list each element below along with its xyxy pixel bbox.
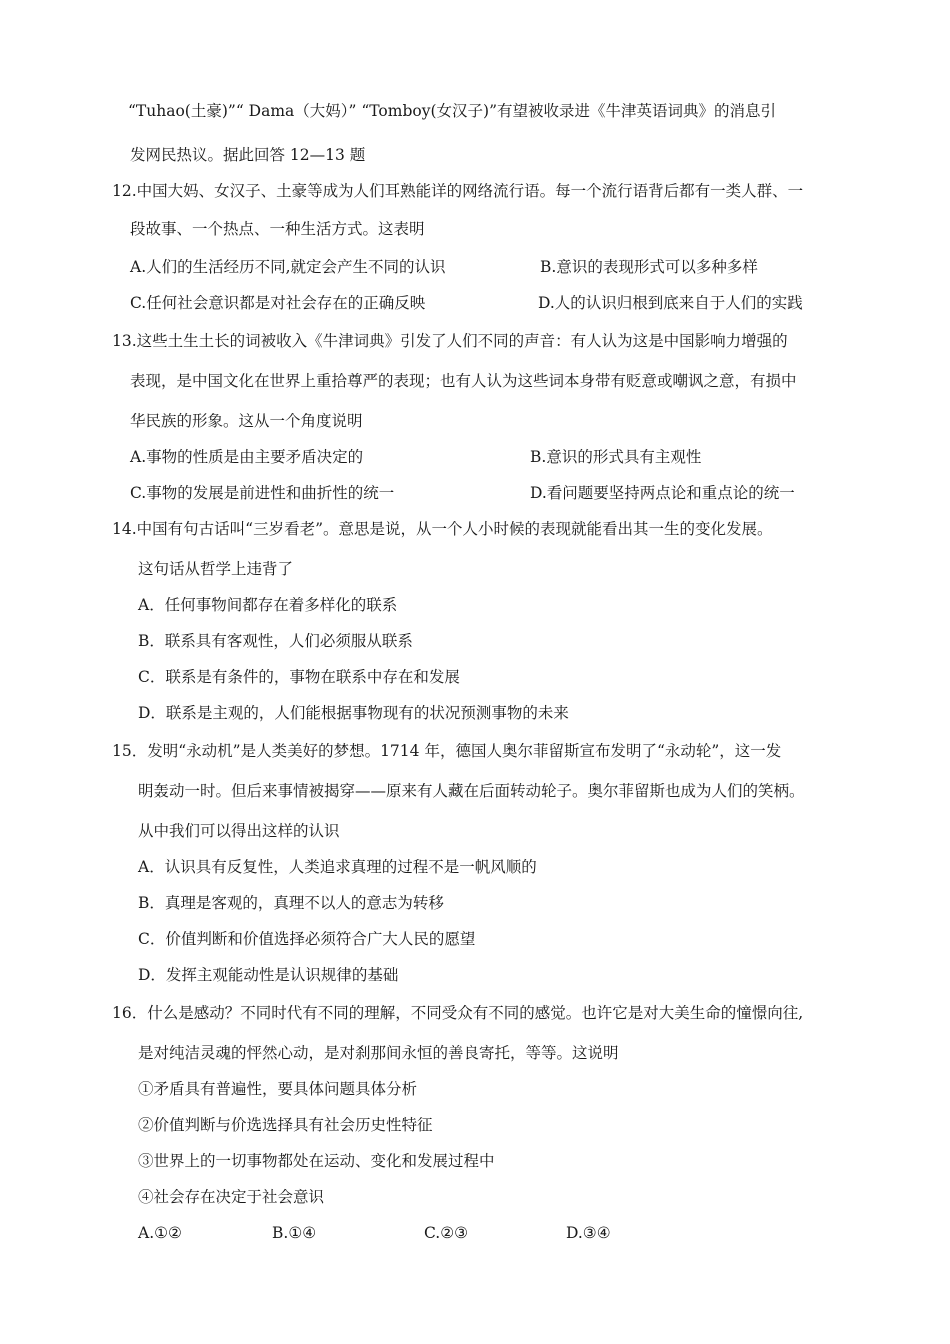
q14-stem-line-2: 这句话从哲学上违背了 [138, 560, 294, 578]
q15-option-a[interactable]: A．认识具有反复性，人类追求真理的过程不是一帆风顺的 [138, 858, 537, 876]
intro-line-2: 发网民热议。据此回答 12—13 题 [130, 146, 366, 164]
q12-stem-line-2: 段故事、一个热点、一种生活方式。这表明 [130, 220, 425, 238]
q14-option-b[interactable]: B．联系具有客观性，人们必须服从联系 [138, 632, 413, 650]
q16-option-a[interactable]: A.①② [138, 1224, 182, 1242]
q15-stem-line-2: 明轰动一时。但后来事情被揭穿——原来有人藏在后面转动轮子。奥尔菲留斯也成为人们的笑柄。 [138, 782, 805, 800]
q16-statement-1: ①矛盾具有普遍性，要具体问题具体分析 [138, 1080, 418, 1098]
q14-stem-line-1: 14.中国有句古话叫“三岁看老”。意思是说，从一个人小时候的表现就能看出其一生的变化发展。 [112, 520, 773, 538]
q12-option-c[interactable]: C.任何社会意识都是对社会存在的正确反映 [130, 294, 426, 312]
q13-option-c[interactable]: C.事物的发展是前进性和曲折性的统一 [130, 484, 395, 502]
q12-option-a[interactable]: A.人们的生活经历不同,就定会产生不同的认识 [130, 258, 446, 276]
q13-stem-line-1: 13.这些土生土长的词被收入《牛津词典》引发了人们不同的声音：有人认为这是中国影响力增强的 [112, 332, 788, 350]
q16-stem-line-1: 16．什么是感动？不同时代有不同的理解，不同受众有不同的感觉。也许它是对大美生命的憧憬向往, [112, 1004, 804, 1022]
q12-option-b[interactable]: B.意识的表现形式可以多种多样 [540, 258, 758, 276]
q15-stem-line-1: 15．发明“永动机”是人类美好的梦想。1714 年，德国人奥尔菲留斯宣布发明了“永动轮”，这一发 [112, 742, 782, 760]
q13-option-b[interactable]: B.意识的形式具有主观性 [530, 448, 702, 466]
q14-option-d[interactable]: D．联系是主观的，人们能根据事物现有的状况预测事物的未来 [138, 704, 569, 722]
q16-option-c[interactable]: C.②③ [424, 1224, 469, 1242]
q16-statement-3: ③世界上的一切事物都处在运动、变化和发展过程中 [138, 1152, 495, 1170]
q13-option-d[interactable]: D.看问题要坚持两点论和重点论的统一 [530, 484, 795, 502]
q14-option-c[interactable]: C．联系是有条件的，事物在联系中存在和发展 [138, 668, 460, 686]
q16-option-b[interactable]: B.①④ [272, 1224, 317, 1242]
q16-stem-line-2: 是对纯洁灵魂的怦然心动，是对刹那间永恒的善良寄托，等等。这说明 [138, 1044, 619, 1062]
q13-stem-line-2: 表现，是中国文化在世界上重拾尊严的表现；也有人认为这些词本身带有贬意或嘲讽之意，有损中 [130, 372, 797, 390]
q12-option-d[interactable]: D.人的认识归根到底来自于人们的实践 [538, 294, 803, 312]
q16-option-d[interactable]: D.③④ [566, 1224, 611, 1242]
q12-stem-line-1: 12.中国大妈、女汉子、土豪等成为人们耳熟能详的网络流行语。每一个流行语背后都有一类人群、一 [112, 182, 804, 200]
q16-statement-4: ④社会存在决定于社会意识 [138, 1188, 325, 1206]
q15-option-c[interactable]: C．价值判断和价值选择必须符合广大人民的愿望 [138, 930, 476, 948]
q16-statement-2: ②价值判断与价选选择具有社会历史性特征 [138, 1116, 433, 1134]
q15-option-d[interactable]: D．发挥主观能动性是认识规律的基础 [138, 966, 399, 984]
q13-option-a[interactable]: A.事物的性质是由主要矛盾决定的 [130, 448, 364, 466]
q15-stem-line-3: 从中我们可以得出这样的认识 [138, 822, 340, 840]
q14-option-a[interactable]: A．任何事物间都存在着多样化的联系 [138, 596, 398, 614]
q15-option-b[interactable]: B．真理是客观的，真理不以人的意志为转移 [138, 894, 444, 912]
q13-stem-line-3: 华民族的形象。这从一个角度说明 [130, 412, 363, 430]
intro-line-1: “Tuhao(土豪)”“ Dama（大妈）” “Tomboy(女汉子)”有望被收录进《牛津英语词典》的消息引 [128, 102, 776, 120]
